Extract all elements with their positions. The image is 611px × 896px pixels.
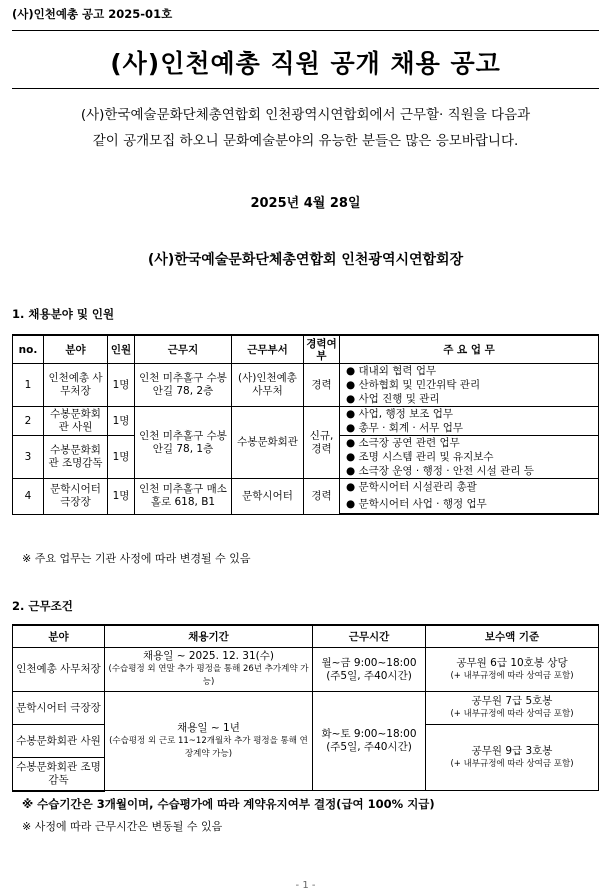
row-count: 1명 bbox=[108, 479, 135, 515]
duty-item: ● 문학시어터 사업 · 행정 업무 bbox=[340, 496, 599, 514]
row-pay bbox=[426, 648, 599, 692]
intro-line-2: 같이 공개모집 하오니 문화예술분야의 유능한 분들은 많은 응모바랍니다. bbox=[92, 133, 519, 149]
duty-item: ● 산하협회 및 민간위탁 관리 bbox=[340, 378, 599, 392]
row-period bbox=[105, 692, 313, 791]
row-hours bbox=[313, 648, 426, 692]
hours-sub: (주5일, 주40시간) bbox=[326, 669, 412, 682]
row-field: 수봉문화회관 사원 bbox=[13, 725, 105, 758]
row-career: 경력 bbox=[304, 479, 340, 515]
pay-sub: (+ 내부규정에 따라 상여금 포함) bbox=[450, 758, 574, 769]
hours-sub: (주5일, 주40시간) bbox=[326, 741, 412, 753]
col-count: 인원 bbox=[108, 335, 135, 364]
duty-item: ● 사업 진행 및 관리 bbox=[340, 392, 599, 407]
duty-item: ● 사업, 행정 보조 업무 bbox=[340, 407, 599, 422]
table-row bbox=[13, 479, 599, 497]
row-field: 인천예총 사무처장 bbox=[44, 364, 108, 407]
pay-main: 공무원 7급 5호봉 bbox=[471, 695, 553, 707]
table-row bbox=[13, 648, 599, 692]
intro-line-1: (사)한국예술문화단체총연합회 인천광역시연합회에서 근무할· 직원을 다음과 bbox=[80, 107, 531, 123]
row-location: 인천 미추홀구 매소홀로 618, B1 bbox=[135, 479, 232, 515]
row-field: 수봉문화회관 조명감독 bbox=[13, 758, 105, 791]
duty-item: ● 대내외 협력 업무 bbox=[340, 364, 599, 379]
row-career: 신규, 경력 bbox=[304, 407, 340, 479]
row-pay bbox=[426, 692, 599, 725]
period-sub: (수습평정 외 근로 11~12개월차 추가 평정을 통해 연장계약 가능) bbox=[109, 735, 308, 759]
announcement-date: 2025년 4월 28일 bbox=[250, 196, 361, 211]
row-hours bbox=[313, 692, 426, 791]
row-no: 2 bbox=[13, 407, 44, 436]
table-row bbox=[13, 407, 599, 422]
col-field: 분야 bbox=[13, 625, 105, 648]
title-bottom-rule bbox=[12, 88, 599, 89]
table-row bbox=[13, 364, 599, 379]
table-header-row bbox=[13, 625, 599, 648]
row-field: 인천예총 사무처장 bbox=[13, 648, 105, 692]
col-career: 경력여부 bbox=[304, 335, 340, 364]
row-count: 1명 bbox=[108, 436, 135, 479]
section-2-heading: 2. 근무조건 bbox=[12, 599, 73, 613]
row-field: 수봉문화회관 사원 bbox=[44, 407, 108, 436]
row-no: 1 bbox=[13, 364, 44, 407]
intro-paragraph bbox=[20, 102, 591, 154]
col-pay: 보수액 기준 bbox=[426, 625, 599, 648]
work-conditions-table bbox=[12, 624, 599, 792]
duty-item: ● 문학시어터 시설관리 총괄 bbox=[340, 479, 599, 497]
title-top-rule bbox=[12, 30, 599, 31]
row-pay bbox=[426, 725, 599, 791]
pay-main: 공무원 9급 3호봉 bbox=[471, 744, 553, 757]
col-dept: 근무부서 bbox=[232, 335, 304, 364]
row-field: 수봉문화회관 조명감독 bbox=[44, 436, 108, 479]
col-period: 채용기간 bbox=[105, 625, 313, 648]
pay-sub: (+ 내부규정에 따라 상여금 포함) bbox=[450, 670, 574, 681]
table-row bbox=[13, 692, 599, 725]
hours-main: 월~금 9:00~18:00 bbox=[321, 656, 417, 669]
hours-main: 화~토 9:00~18:00 bbox=[321, 728, 417, 740]
row-career: 경력 bbox=[304, 364, 340, 407]
row-location: 인천 미추홀구 수봉안길 78, 1층 bbox=[135, 407, 232, 479]
row-dept: 수봉문화회관 bbox=[232, 407, 304, 479]
row-location: 인천 미추홀구 수봉안길 78, 2층 bbox=[135, 364, 232, 407]
recruitment-table bbox=[12, 334, 599, 515]
pay-main: 공무원 6급 10호봉 상당 bbox=[456, 656, 568, 669]
duty-item: ● 소극장 운영 · 행정 · 안전 시설 관리 등 bbox=[340, 464, 599, 479]
document-code: (사)인천예총 공고 2025-01호 bbox=[12, 7, 173, 21]
duty-item: ● 총무 · 회계 · 서무 업무 bbox=[340, 421, 599, 436]
table-header-row bbox=[13, 335, 599, 364]
row-dept: 문학시어터 bbox=[232, 479, 304, 515]
hours-change-note: ※ 사정에 따라 근무시간은 변동될 수 있음 bbox=[22, 820, 223, 833]
probation-note: ※ 수습기간은 3개월이며, 수습평가에 따라 계약유지여부 결정(급여 100% 지급) bbox=[22, 797, 435, 811]
period-sub: (수습평정 외 연말 추가 평정을 통해 26년 추가계약 가능) bbox=[108, 664, 309, 687]
row-field: 문학시어터 극장장 bbox=[44, 479, 108, 515]
row-count: 1명 bbox=[108, 364, 135, 407]
period-main: 채용일 ~ 2025. 12. 31(수) bbox=[142, 650, 275, 662]
period-main: 채용일 ~ 1년 bbox=[177, 721, 240, 734]
page-title: (사)인천예총 직원 공개 채용 공고 bbox=[110, 49, 501, 78]
pay-sub: (+ 내부규정에 따라 상여금 포함) bbox=[450, 709, 574, 719]
row-period bbox=[105, 648, 313, 692]
row-dept: (사)인천예총 사무처 bbox=[232, 364, 304, 407]
duty-item: ● 소극장 공연 관련 업무 bbox=[340, 436, 599, 451]
row-no: 4 bbox=[13, 479, 44, 515]
row-no: 3 bbox=[13, 436, 44, 479]
page-number: - 1 - bbox=[295, 880, 316, 891]
col-location: 근무지 bbox=[135, 335, 232, 364]
col-no: no. bbox=[13, 335, 44, 364]
col-field: 분야 bbox=[44, 335, 108, 364]
issuing-organization: (사)한국예술문화단체총연합회 인천광역시연합회장 bbox=[147, 252, 464, 268]
duty-item: ● 조명 시스템 관리 및 유지보수 bbox=[340, 450, 599, 464]
row-field: 문학시어터 극장장 bbox=[13, 692, 105, 725]
row-count: 1명 bbox=[108, 407, 135, 436]
section-1-heading: 1. 채용분야 및 인원 bbox=[12, 307, 115, 321]
section-1-note: ※ 주요 업무는 기관 사정에 따라 변경될 수 있음 bbox=[22, 552, 251, 565]
col-duties: 주 요 업 무 bbox=[340, 335, 599, 364]
col-hours: 근무시간 bbox=[313, 625, 426, 648]
